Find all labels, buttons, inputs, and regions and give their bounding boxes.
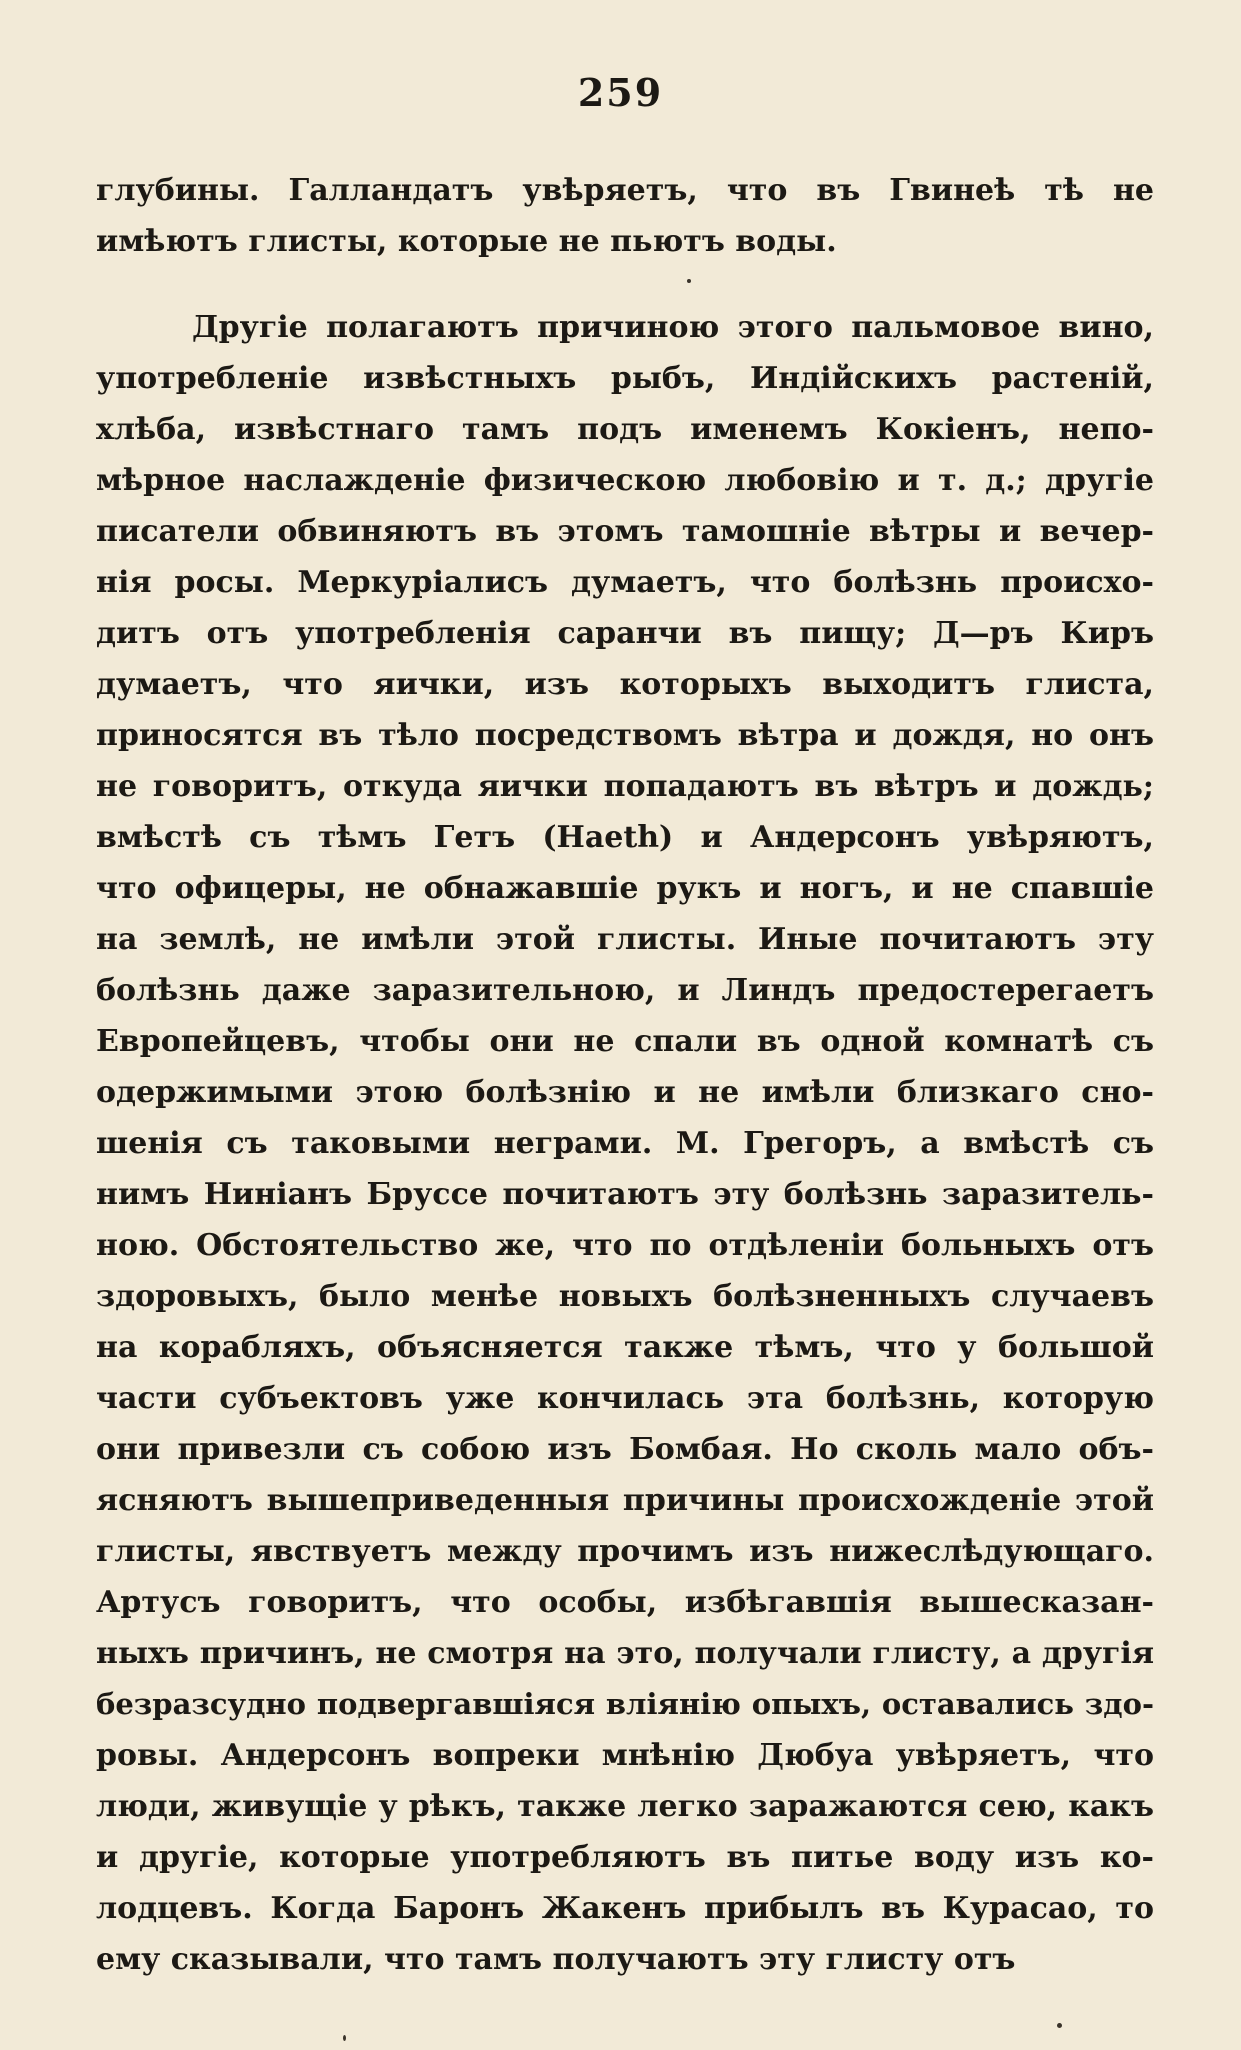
text-line: одержимыми этою болѣзнію и не имѣли близкаго сно- xyxy=(96,1075,1154,1110)
text-line: глисты, явствуетъ между прочимъ изъ нижеслѣдующаго. xyxy=(96,1534,1154,1569)
text-line: и другіе, которые употребляютъ въ питье воду изъ ко- xyxy=(96,1840,1154,1875)
text-line: вмѣстѣ съ тѣмъ Гетъ (Haeth) и Андерсонъ увѣряютъ, xyxy=(96,820,1154,855)
text-line: ною. Обстоятельство же, что по отдѣленіи больныхъ отъ xyxy=(96,1228,1154,1263)
text-line: они привезли съ собою изъ Бомбая. Но сколь мало объ- xyxy=(96,1432,1154,1467)
text-line: употребленіе извѣстныхъ рыбъ, Индійскихъ растеній, xyxy=(96,361,1154,396)
ink-speck xyxy=(343,2035,346,2041)
text-line: ровы. Андерсонъ вопреки мнѣнію Дюбуа увѣряетъ, что xyxy=(96,1738,1154,1773)
text-line: глубины. Галландатъ увѣряетъ, что въ Гвинеѣ тѣ не xyxy=(96,173,1154,208)
text-line: на землѣ, не имѣли этой глисты. Иные почитаютъ эту xyxy=(96,922,1154,957)
text-line: на корабляхъ, объясняется также тѣмъ, что у большой xyxy=(96,1330,1154,1365)
text-line: болѣзнь даже заразительною, и Линдъ предостерегаетъ xyxy=(96,973,1154,1008)
text-line: не говоритъ, откуда яички попадаютъ въ вѣтръ и дождь; xyxy=(96,769,1154,804)
text-line: ему сказывали, что тамъ получаютъ эту глисту отъ xyxy=(96,1942,1016,1977)
text-line: что офицеры, не обнажавшіе рукъ и ногъ, и не спавшіе xyxy=(96,871,1154,906)
text-line: мѣрное наслажденіе физическою любовію и т. д.; другіе xyxy=(96,463,1154,498)
page-number: 259 xyxy=(577,70,664,115)
text-line: хлѣба, извѣстнаго тамъ подъ именемъ Кокіенъ, непо- xyxy=(96,412,1154,447)
paragraph-1 xyxy=(96,165,1154,267)
text-line: имѣютъ глисты, которые не пьютъ воды. xyxy=(96,224,837,259)
text-line: здоровыхъ, было менѣе новыхъ болѣзненныхъ случаевъ xyxy=(96,1279,1154,1314)
text-line: шенія съ таковыми неграми. М. Грегоръ, а вмѣстѣ съ xyxy=(96,1126,1154,1161)
text-line: дитъ отъ употребленія саранчи въ пищу; Д—ръ Киръ xyxy=(96,616,1154,651)
paragraph-gap xyxy=(96,267,1154,302)
text-line: люди, живущіе у рѣкъ, также легко заражаются сею, какъ xyxy=(96,1789,1154,1824)
text-line: безразсудно подвергавшіяся вліянію опыхъ, оставались здо- xyxy=(96,1687,1154,1721)
ink-speck xyxy=(1057,2023,1062,2028)
text-line: лодцевъ. Когда Баронъ Жакенъ прибылъ въ Курасао, то xyxy=(96,1891,1154,1926)
text-line: писатели обвиняютъ въ этомъ тамошніе вѣтры и вечер- xyxy=(96,514,1154,549)
text-line: нимъ Ниніанъ Бруссе почитаютъ эту болѣзнь заразитель- xyxy=(96,1177,1154,1212)
text-line: думаетъ, что яички, изъ которыхъ выходитъ глиста, xyxy=(96,667,1154,702)
text-line: Другіе полагаютъ причиною этого пальмовое вино, xyxy=(192,310,1154,345)
paragraph-2 xyxy=(96,302,1154,1985)
text-line: Артусъ говоритъ, что особы, избѣгавшія вышесказан- xyxy=(96,1585,1154,1620)
text-line: нія росы. Меркуріалисъ думаетъ, что болѣзнь происхо- xyxy=(96,565,1154,600)
page-text xyxy=(96,165,1154,1985)
ink-speck xyxy=(687,279,691,283)
text-line: приносятся въ тѣло посредствомъ вѣтра и дождя, но онъ xyxy=(96,718,1154,753)
text-line: части субъектовъ уже кончилась эта болѣзнь, которую xyxy=(96,1381,1154,1416)
text-line: ясняютъ вышеприведенныя причины происхожденіе этой xyxy=(96,1483,1154,1518)
text-line: ныхъ причинъ, не смотря на это, получали глисту, а другія xyxy=(96,1636,1154,1671)
text-line: Европейцевъ, чтобы они не спали въ одной комнатѣ съ xyxy=(96,1024,1154,1059)
